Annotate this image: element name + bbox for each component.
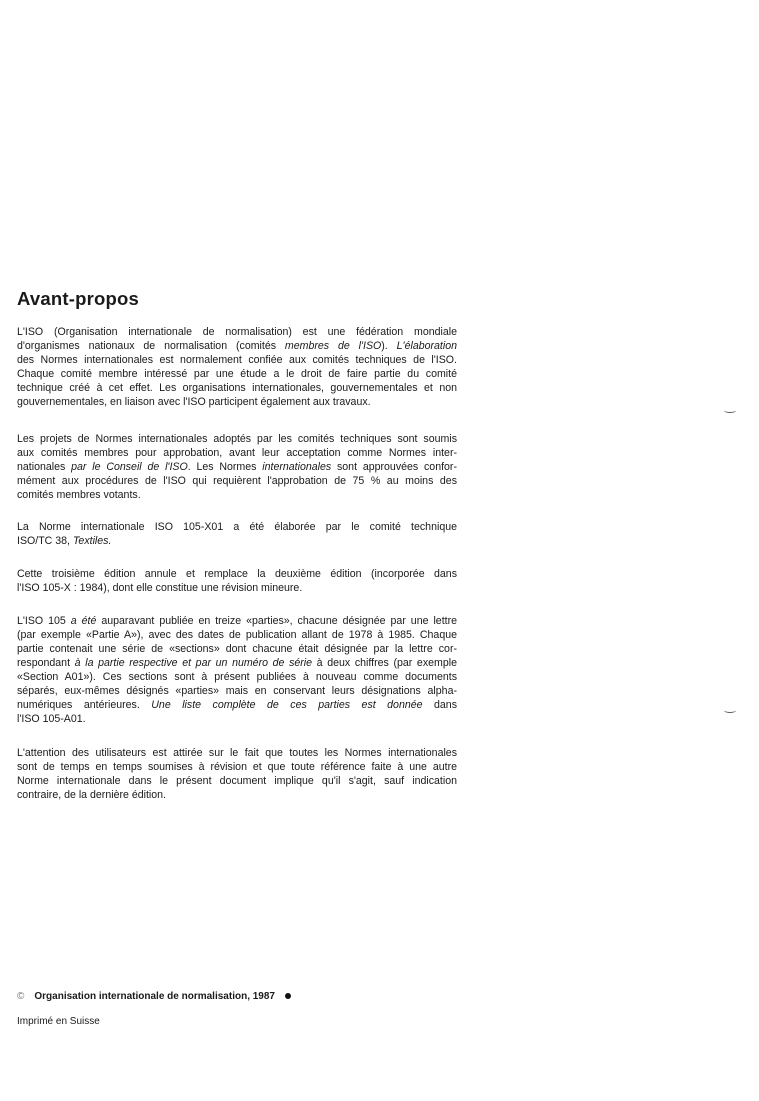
italic-text: par le Conseil de l'ISO (71, 461, 188, 473)
text-segment: ISO/TC 38, (17, 535, 73, 547)
italic-text: Textiles. (72, 535, 112, 547)
text-line (17, 760, 457, 774)
text-line (17, 581, 457, 595)
text-line (17, 381, 457, 395)
italic-text: Une liste complète de ces parties est donnée (151, 699, 423, 711)
copyright-text: Organisation internationale de normalisation, 1987 (34, 991, 275, 1002)
text-segment: Chaque comité membre intéressé par une étude a le droit de faire partie du comité (17, 368, 457, 380)
text-line (17, 488, 457, 502)
text-line (17, 712, 457, 726)
text-line (17, 628, 457, 642)
text-line (17, 432, 457, 446)
text-segment: nationales (17, 461, 72, 473)
bullet-icon (285, 993, 291, 999)
text-segment: Les projets de Normes internationales adoptés par les comités techniques sont soumis (17, 433, 457, 445)
paragraph-technical-committee (17, 520, 457, 548)
paragraph-approval (17, 432, 457, 502)
text-segment: mément aux procédures de l'ISO qui requièrent l'approbation de 75 % au moins des (17, 475, 457, 487)
margin-mark (724, 708, 736, 713)
text-segment: des Normes internationales est normalement confiée aux comités techniques de l'ISO. (17, 354, 457, 366)
text-line (17, 367, 457, 381)
text-line (17, 567, 457, 581)
text-segment: dans (422, 699, 457, 711)
text-line (17, 353, 457, 367)
text-segment: L'attention des utilisateurs est attirée sur le fait que toutes les Normes internationales (17, 747, 457, 759)
paragraph-edition (17, 567, 457, 595)
italic-text: à la partie respective et par un numéro de série (74, 657, 313, 669)
text-segment: séparés, eux-mêmes désignés «parties» mais en conservant leurs désignations alpha- (17, 685, 457, 697)
text-segment: contraire, de la dernière édition. (17, 789, 166, 801)
copyright-icon: © (17, 991, 25, 1002)
text-segment: L'ISO (Organisation internationale de normalisation) est une fédération mondiale (17, 326, 457, 338)
italic-text: L'élaboration (396, 340, 457, 352)
text-segment: technique créé à cet effet. Les organisations internationales, gouvernementales et non (17, 382, 457, 394)
text-segment: d'organismes nationaux de normalisation (comités (17, 340, 285, 352)
text-segment: respondant (17, 657, 75, 669)
text-segment: Norme internationale dans le présent document implique qu'il s'agit, sauf indication (17, 775, 457, 787)
text-line (17, 788, 457, 802)
text-line (17, 460, 457, 474)
text-line (17, 446, 457, 460)
text-line (17, 474, 457, 488)
text-segment: gouvernementales, en liaison avec l'ISO participent également aux travaux. (17, 396, 371, 408)
printed-in: Imprimé en Suisse (17, 1016, 100, 1027)
text-segment: sont approuvées confor- (331, 461, 457, 473)
text-segment: comités membres votants. (17, 489, 141, 501)
text-line (17, 520, 457, 534)
text-line (17, 339, 457, 353)
text-segment: (par exemple «Partie A»), avec des dates de publication allant de 1978 à 1985. Chaque (17, 629, 457, 641)
copyright-notice (17, 991, 291, 1002)
text-segment: «Section A01»). Ces sections sont à présent publiées à nouveau comme documents (17, 671, 457, 683)
text-segment: l'ISO 105-X : 1984), dont elle constitue une révision mineure. (17, 582, 303, 594)
margin-mark (724, 408, 736, 413)
text-segment: . Les Normes (187, 461, 263, 473)
text-line (17, 395, 457, 409)
paragraph-iso-description (17, 325, 457, 409)
text-segment: à deux chiffres (par exemple (312, 657, 457, 669)
paragraph-revision-notice (17, 746, 457, 802)
text-line (17, 670, 457, 684)
text-segment: numériques antérieures. (17, 699, 152, 711)
text-segment: partie contenait une série de «sections» dont chacune était désignée par la lettre cor- (17, 643, 457, 655)
text-segment: auparavant publiée en treize «parties», chacune désignée par une lettre (96, 615, 458, 627)
text-line (17, 746, 457, 760)
text-segment: aux comités membres pour approbation, avant leur acceptation comme Normes inter- (17, 447, 457, 459)
page-title: Avant-propos (17, 288, 139, 309)
text-segment: sont de temps en temps soumises à révision et que toute référence faite à une autre (17, 761, 457, 773)
text-line (17, 656, 457, 670)
text-segment: L'ISO 105 (17, 615, 71, 627)
text-line (17, 325, 457, 339)
paragraph-history (17, 614, 457, 726)
text-line (17, 642, 457, 656)
text-segment: La Norme internationale ISO 105-X01 a été élaborée par le comité technique (17, 521, 457, 533)
text-line (17, 684, 457, 698)
text-line (17, 774, 457, 788)
text-segment: Cette troisième édition annule et remplace la deuxième édition (incorporée dans (17, 568, 457, 580)
text-line (17, 614, 457, 628)
italic-text: internationales (262, 461, 332, 473)
text-segment: ). (381, 340, 397, 352)
text-segment: l'ISO 105-A01. (17, 713, 86, 725)
text-line (17, 698, 457, 712)
text-line (17, 534, 457, 548)
italic-text: membres de l'ISO (284, 340, 382, 352)
italic-text: a été (70, 615, 97, 627)
